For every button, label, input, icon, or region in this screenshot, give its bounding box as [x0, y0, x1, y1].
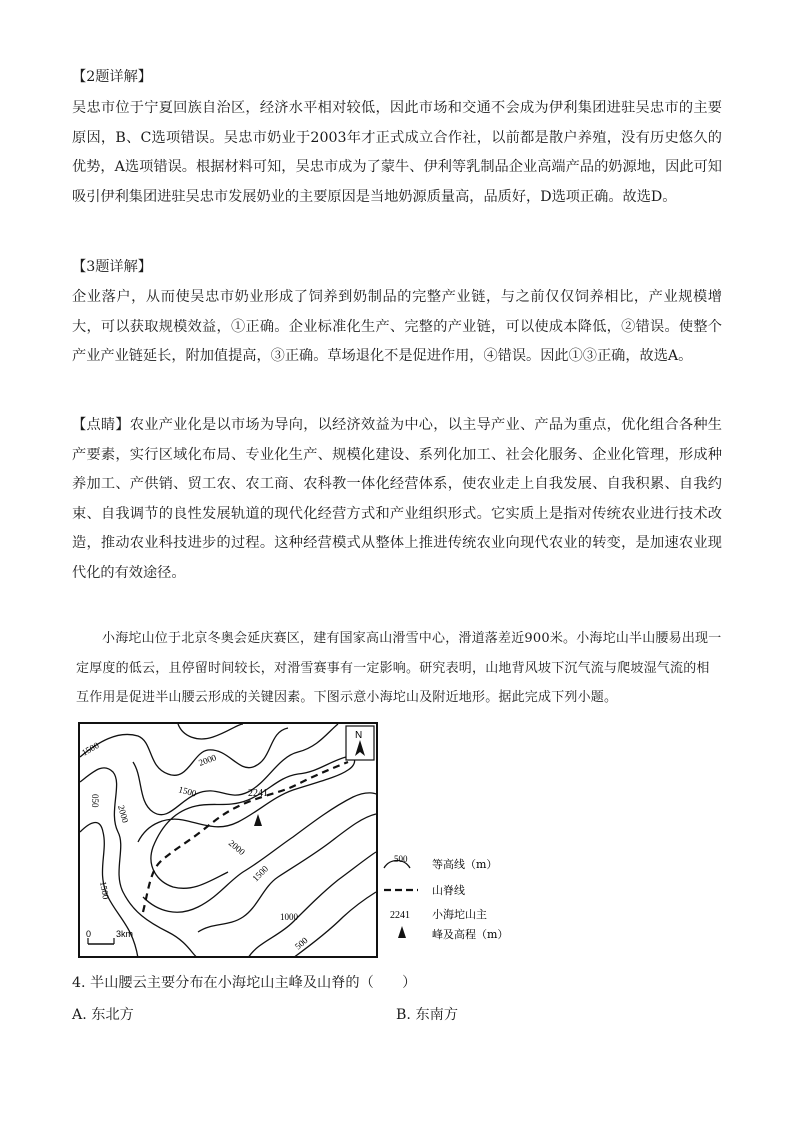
- legend-contour-label: 等高线（m）: [432, 858, 498, 871]
- legend-peak-label-1: 小海坨山主: [432, 908, 487, 921]
- legend-ridge-label: 山脊线: [432, 884, 465, 897]
- option-b[interactable]: B. 东南方: [396, 1007, 459, 1023]
- scale-distance-label: 3km: [116, 929, 134, 939]
- key-point-note: 【点睛】农业产业化是以市场为导向，以经济效益为中心，以主导产业、产品为重点，优化组合各种生产要素，实行区域化布局、专业化生产、规模化建设、系列化加工、社会化服务、企业化管理，形成种养加工、产供销、贸工农、农工商、农科教一体化经营体系，使农业走上自我发展、自我积累、自我约束、自我调节的良性发展轨道的现代化经营方式和产业组织形式。它实质上是指对传统农业进行技术改造，推动农业科技进步的过程。这种经营模式从整体上推进传统农业向现代农业的转变，是加速农业现代化的有效途径。: [72, 417, 722, 581]
- legend-peak-label-2: 峰及高程（m）: [432, 928, 509, 941]
- contour-label: 500: [292, 935, 310, 952]
- q3-explanation: 企业落户，从而使吴忠市奶业形成了饲养到奶制品的完整产业链，与之前仅仅饲养相比，产业规模增大，可以获取规模效益，①正确。企业标准化生产、完整的产业链，可以使成本降低，②错误。使整个产业产业链延长，附加值提高，③正确。草场退化不是促进作用，④错误。因此①③正确，故选A。: [72, 289, 722, 364]
- q2-heading: 【2题详解】: [72, 69, 152, 85]
- q2-explanation: 吴忠市位于宁夏回族自治区，经济水平相对较低，因此市场和交通不会成为伊利集团进驻吴忠市的主要原因，B、C选项错误。吴忠市奶业于2003年才正式成立合作社，以前都是散户养殖，没有历史悠久的优势，A选项错误。根据材料可知，吴忠市成为了蒙牛、伊利等乳制品企业高端产品的奶源地，因此可知吸引伊利集团进驻吴忠市发展奶业的主要原因是当地奶源质量高，品质好，D选项正确。故选D。: [72, 100, 722, 205]
- contour-label: 1500: [177, 784, 198, 799]
- contour-label: 1500: [80, 740, 101, 758]
- contour-label: 2000: [197, 752, 218, 768]
- option-a[interactable]: A. 东北方: [72, 1007, 134, 1023]
- material-intro: 小海坨山位于北京冬奥会延庆赛区，建有国家高山滑雪中心，滑道落差近900米。小海坨山半山腰易出现一定厚度的低云，且停留时间较长，对滑雪赛事有一定影响。研究表明，山地背风坡下沉气流与爬坡湿气流的相互作用是促进半山腰云形成的关键因素。下图示意小海坨山及附近地形。据此完成下列小题。: [76, 631, 722, 705]
- contour-label: 050: [90, 794, 100, 808]
- peak-elevation-label: 2241: [248, 788, 268, 799]
- north-label: N: [355, 730, 363, 741]
- question-4-stem: 4. 半山腰云主要分布在小海坨山主峰及山脊的（ ）: [72, 975, 417, 991]
- contour-label: 1500: [250, 863, 271, 884]
- legend-contour-value: 500: [394, 854, 408, 864]
- q3-heading: 【3题详解】: [72, 259, 152, 275]
- scale-zero-label: 0: [86, 929, 92, 939]
- legend-peak-value: 2241: [390, 910, 410, 921]
- contour-label: 1000: [280, 912, 298, 922]
- map-legend: [382, 846, 532, 946]
- contour-label: 2000: [116, 803, 131, 824]
- contour-label: 1500: [98, 880, 112, 901]
- contour-label: 2000: [226, 837, 247, 858]
- topographic-map: [78, 722, 378, 958]
- legend-peak-icon: [398, 926, 406, 938]
